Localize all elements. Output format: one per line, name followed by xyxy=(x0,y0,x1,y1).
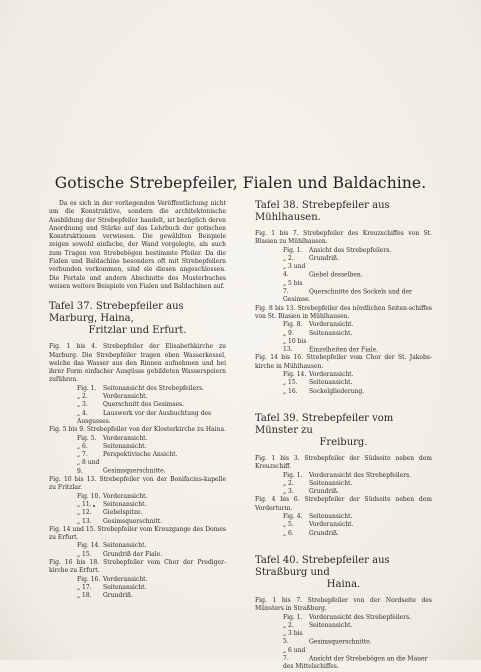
list-item: Fig. 14. Vorderansicht. xyxy=(283,371,354,379)
list-item: Fig. 1. Vorderansicht des Strebepfeilers. xyxy=(283,613,412,621)
list-item: „ 7. Perspektivische Ansicht. xyxy=(77,451,178,459)
heading-tafel-38 xyxy=(255,200,432,224)
list-item: „ 4. Lauswerk vor der Ausbuchtung des Ausgusses. xyxy=(77,409,212,425)
fig-paragraph: Fig. 16 bis 18. Strebepfeiler vom Chor der Prediger-kirche zu Erfurt. xyxy=(49,558,226,575)
list-item: „ 10 bis 13. Einzelheiten der Fiale. xyxy=(283,337,379,354)
heading-tafel-40 xyxy=(255,555,432,591)
list-item: „ 5. Vorderansicht. xyxy=(283,521,354,529)
fig-paragraph: Fig. 1 bis 3. Strebepfeiler der Südseite neben dem Kreuzschiff. xyxy=(255,454,432,471)
list-item: „ 18. Grundriß. xyxy=(77,592,133,600)
list-item: „ 15. Seitenansicht. xyxy=(283,379,353,387)
list-item: „ 6 und 7. Ansicht der Strebebögen an die Mauer des Mittelschiffes. xyxy=(283,646,428,671)
list-item: „ 2. Seitenansicht. xyxy=(283,479,353,487)
list-item: „ 17. Seitenansicht. xyxy=(77,583,147,591)
heading-subtext: Fritzlar und Erfurt. xyxy=(88,325,187,337)
list-item: „ 9. Seitenansicht. xyxy=(283,329,353,337)
list-item: Fig. 5. Vorderansicht. xyxy=(77,434,148,442)
list-item: Fig. 1. Ansicht des Strebepfeilers. xyxy=(283,246,392,254)
heading-text: Tafel 38. Strebepfeiler aus Mühlhausen. xyxy=(255,200,390,223)
list-item: „ 12. Giebelspitze. xyxy=(77,509,143,517)
ink-speck xyxy=(93,505,95,507)
list-item: „ 8 und 9. Gesimsquerschnitte. xyxy=(77,459,166,475)
heading-tafel-39 xyxy=(255,413,432,449)
list-item: Fig. 1. Vorderansicht des Strebepfeilers. xyxy=(283,471,412,479)
left-column xyxy=(49,200,226,600)
fig-paragraph: Fig. 1 bis 4. Strebepfeiler der Elisabethkirche zu Marburg. Die Strebepfeiler tragen oben Wasserkessel, welche das Wasser aus den Rinnen aufnehmen und bei ihrer Form einfacher Ausgüsse gebildeten Wasserspeiern zuführen. xyxy=(49,343,226,384)
heading-subtext: Haina. xyxy=(326,578,361,590)
list-item: „ 15. Grundriß der Fiale. xyxy=(77,550,163,558)
heading-text: Tafel 37. Strebepfeiler aus Marburg, Haina, xyxy=(49,301,184,325)
fig-paragraph: Fig. 8 bis 13. Strebepfeiler des nördlichen Seiten-schiffes von St. Blasien in Mühlhausen. xyxy=(255,304,432,320)
fig-paragraph: Fig. 1 bis 7. Strebepfeiler des Kreuzschiffes von St. Blasien zu Mühlhausen. xyxy=(255,230,432,246)
list-item: „ 3 bis 5. Gesimsquerschnitte. xyxy=(283,630,372,646)
list-item: „ 5 bis 7. Querschnitte des Sockels und der Gesimse. xyxy=(283,279,412,304)
spacer xyxy=(255,396,432,404)
list-item: Fig. 10. Vorderansicht. xyxy=(77,492,148,500)
heading-subtext: Freiburg. xyxy=(319,436,368,448)
list-item: „ 3 und 4. Giebel desselben. xyxy=(283,263,363,279)
list-item: Fig. 14. Seitenansicht. xyxy=(77,542,147,550)
fig-paragraph: Fig. 10 bis 13. Strebepfeiler von der Bonifacius-kapelle zu Fritzlar. xyxy=(49,476,226,492)
list-item: „ 3. Grundriß. xyxy=(283,488,339,496)
list-item: Fig. 16. Vorderansicht. xyxy=(77,575,148,583)
fig-paragraph: Fig. 1 bis 7. Strebepfeiler von der Nordseite des Münsters in Straßburg. xyxy=(255,596,432,613)
list-item: Fig. 4. Seitenansicht. xyxy=(283,513,353,521)
fig-paragraph: Fig. 5 bis 9. Strebepfeiler von der Klosterkirche zu Haina. xyxy=(49,426,226,434)
list-item: „ 2. Grundriß. xyxy=(283,254,339,262)
fig-paragraph: Fig. 14 und 15. Strebepfeiler vom Kreuzgange des Domes zu Erfurt. xyxy=(49,525,226,542)
list-item: „ 11. Seitenansicht. xyxy=(77,500,147,508)
list-item: Fig. 1. Seitenansicht des Strebepfeilers. xyxy=(77,384,204,392)
heading-text: Tafel 40. Strebepfeiler aus Straßburg und xyxy=(255,554,390,578)
page-title: Gotische Strebepfeiler, Fialen und Baldachine. xyxy=(54,174,427,192)
list-item: „ 6. Seitenansicht. xyxy=(77,442,147,450)
fig-paragraph: Fig. 14 bis 16. Strebepfeiler vom Chor der St. Jakobs-kirche in Mühlhausen. xyxy=(255,354,432,370)
right-column xyxy=(255,200,432,672)
list-item: „ 6. Grundriß. xyxy=(283,529,339,537)
list-item: Fig. 8. Vorderansicht. xyxy=(283,321,354,329)
list-item: „ 16. Sockelgliederung. xyxy=(283,387,365,395)
list-item: „ 2. Vorderansicht. xyxy=(77,393,148,401)
heading-text: Tafel 39. Strebepfeiler vom Münster zu xyxy=(255,412,394,436)
list-item: „ 13. Gesimsquerschnitt. xyxy=(77,517,163,525)
fig-paragraph: Fig. 4 bis 6. Strebepfeiler der Südseite neben dem Vorderturm. xyxy=(255,496,432,512)
intro-paragraph: Da es sich in der vorliegenden Veröffentlichung nicht um die Konstruktive, sondern die architektonische Ausbildung der Strebepfeiler handelt, ist bezüglich deren Anordnung und Stärke auf das Lehrbuch der gotischen Konstruktionen verwiesen. Die gewählten Beispiele zeigen sowohl einfache, der Wand vorgelegte, als auch zum Tragen von Strebebögen bestimmte Pfeiler. Da die Fialen und Baldachine besonders oft mit Strebepfeilern verbunden vorkommen, sind sie diesen angeschlossen. Die Portale und andern Abschnitte des Musterbuches weisen weitere Beispiele von Fialen und Baldachinen auf. xyxy=(49,200,226,290)
list-item: „ 2. Seitenansicht. xyxy=(283,621,353,629)
spacer xyxy=(255,538,432,546)
list-item: „ 3. Querschnitt des Gesimses. xyxy=(77,401,185,409)
heading-tafel-37 xyxy=(49,301,226,337)
